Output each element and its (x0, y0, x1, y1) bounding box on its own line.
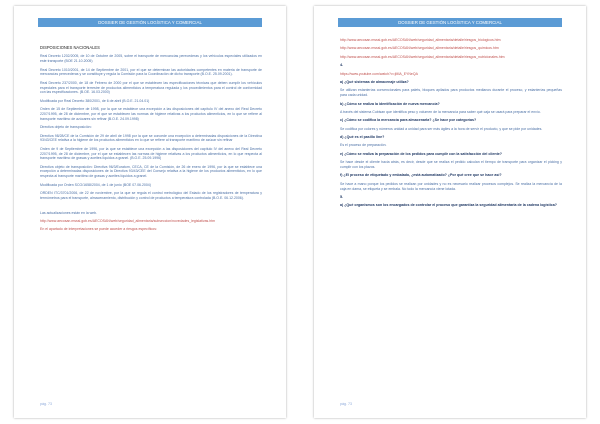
question: f) ¿El proceso de etiquetado y embalado, ¿está automatizado? ¿Por qué cree que se hace así? (340, 173, 502, 178)
paragraph: Directiva objeto de transposición: (40, 125, 92, 130)
page-number: pág. 73 (340, 402, 352, 406)
paragraph: ORDEN ITC/3701/2006, de 22 de noviembre, por la que se regula el control metrológico del Estado de los registradores de temperatura y termómetros para el transporte, almacenamiento, distribución y control de productos a temperatura controlada (B.O.E. 06.12.2006). (40, 191, 262, 200)
question: a) ¿Qué organismos son los encargados de controlar el proceso que garantiza la seguridad alimentaria de la cadena logística? (340, 203, 557, 208)
legislation-link[interactable]: http://www.aecosan.msssi.gob.es/AECOSAN/web/seguridad_alimentaria/subseccion/novedades_legislativas.htm (40, 219, 216, 224)
answer: Es el proceso de preparación. (340, 143, 387, 148)
page-content (40, 46, 262, 236)
paragraph: Real Decreto 237/2000, de 18 de Febrero de 2000 por el que se establecen las especificaciones técnicas que deben cumplir los vehículos especiales para el transporte terrestre de productos alimenticios a temperatura regulada y los procedimientos para el control de conformidad con las especificaciones. (B.OE. 16.03.2000) (40, 80, 262, 95)
paragraph: Orden de 15 de Septiembre de 1998, por la que se establece una excepción a las disposiciones del capítulo IV del anexo del Real Decreto 2207/1995, de 28 de diciembre, por el que se establecen las normas de higiene relativas a los productos alimenticios, en lo que se refiere al transporte marítimo de azúcares sin refinar (B.O.E. 24.09.1998) (40, 107, 262, 121)
paragraph: Directiva 98/28/CE de la Comisión de 29 de abril de 1998 por la que se concede una excepción a determinadas disposiciones de la Directiva 93/43/CEE relativa a la higiene de los productos alimenticios en lo que se refiere al transporte marítimo de azúcar sin refinar (40, 133, 262, 143)
updates-note: Las actualizaciones están en la web. (40, 210, 98, 215)
paragraph: Directiva objeto de transposición: Directiva 96/3/Euratom, CECA, CE de la Comisión, de 26 de enero de 1996, por la que se establece una excepción a determinadas disposiciones de la Directiva 93/43/CEE del Consejo relativa a la higiene de los productos alimenticios, en lo que respecta al transporte marítimo de grasas y aceites líquidos a granel. (40, 164, 262, 179)
answer: Se utilizan estanterías convencionales para palets, bloques apilados para productos medianos durante el proceso, y estanterías pequeñas para cada unidad. (340, 88, 562, 98)
paragraph: Modificada por Orden SCO/1658/2004, de 1 de junio (BOE 07.06.2004) (40, 182, 151, 187)
page-header-title: DOSSIER DE GESTIÓN LOGÍSTICA Y COMERCIAL (38, 18, 262, 27)
answer: Se hace desde el cliente hacia atrás, es decir, desde que se realiza el pedido calculan el tiempo de transporte para organizar el picking y cumplir con los plazos. (340, 160, 562, 170)
question: a) ¿Qué sistemas de almacenaje utiliza? (340, 79, 409, 84)
section-number: 5. (340, 195, 344, 200)
paragraph: Orden de 9 de Septiembre de 1996, por la que se establece una excepción a las disposiciones del capítulo IV del anexo del Real Decreto 2207/1995, de 28 de diciembre, por el que se establecen las normas de higiene relativas a los productos alimenticios, en lo que respecta al transporte marítimo de grasas y aceites líquidos a granel. (B.O.E. 25.09.1996) (40, 146, 262, 161)
paragraph: Modificada por Real Decreto 380/2001, de 6 de abril (B.O.E. 21.04.01) (40, 98, 150, 103)
answer: Se hace a mano porque los pedidos se realizan por unidades y no es necesario realizar procesos complejos. Se realiza la mercancía de la caja en dama, se etiqueta y se embala. No todo la mercancía viene lotada. (340, 181, 562, 191)
section-heading: DISPOSICIONES NACIONALES (40, 45, 100, 50)
paragraph: Real Decreto 1202/2005, de 10 de Octubre de 2005, sobre el transporte de mercancías perecederas y los vehículos especiales utilizados en este transporte (BOE 21.10.2005) (40, 54, 262, 64)
question: c) ¿Cómo se codifica la mercancía para almacenarla? ¿Se hace por categorías? (340, 118, 477, 123)
question: d) ¿Qué es el pasillo line? (340, 135, 385, 140)
section-number: 4. (340, 63, 344, 68)
answer: Se codifica por colores y números unidad a unidad para ser más ágiles a la hora de servir el producto, y que se pide por unidades. (340, 126, 543, 131)
document-page-right (314, 6, 586, 418)
question: e) ¿Cómo se realiza la preparación de los pedidos para cumplir con la satisfacción del cliente? (340, 151, 502, 156)
risk-link[interactable]: http://www.aecosan.msssi.gob.es/AECOSAN/web/seguridad_alimentaria/detalle/riesgos_quimicos.htm (340, 46, 499, 51)
page-header-title: DOSSIER DE GESTIÓN LOGÍSTICA Y COMERCIAL (338, 18, 562, 27)
page-content (340, 38, 562, 212)
paragraph: Real Decreto 1010/2001, de 14 de Septiembre de 2001, por el que se determinan las autoridades competentes en materia de transporte de mercancías perecederas y se constituye y regula la Comisión para la Coordinación de dicho transporte (B.O.E. 25.09.2001). (40, 67, 262, 77)
risk-link[interactable]: http://www.aecosan.msssi.gob.es/AECOSAN/web/seguridad_alimentaria/detalle/riesgos_biologicos.htm (340, 38, 501, 42)
answer: A través del sistema Cubisan que identifica peso y volumen de la mercancía para saber qué caja se usará para preparar el envío. (340, 109, 541, 114)
youtube-link[interactable]: https://www.youtube.com/watch?v=jMIA_EYNeQA (340, 71, 418, 76)
question: b) ¿Cómo se realiza la identificación de nueva mercancía? (340, 101, 440, 106)
page-number: pág. 73 (40, 402, 52, 406)
document-page-left (14, 6, 286, 418)
interpretations-note: En el apartado de interpretaciones se puede acceder a riesgos específicos: (40, 227, 157, 232)
risk-link[interactable]: http://www.aecosan.msssi.gob.es/AECOSAN/web/seguridad_alimentaria/detalle/riesgos_nutricionales.htm (340, 54, 505, 59)
